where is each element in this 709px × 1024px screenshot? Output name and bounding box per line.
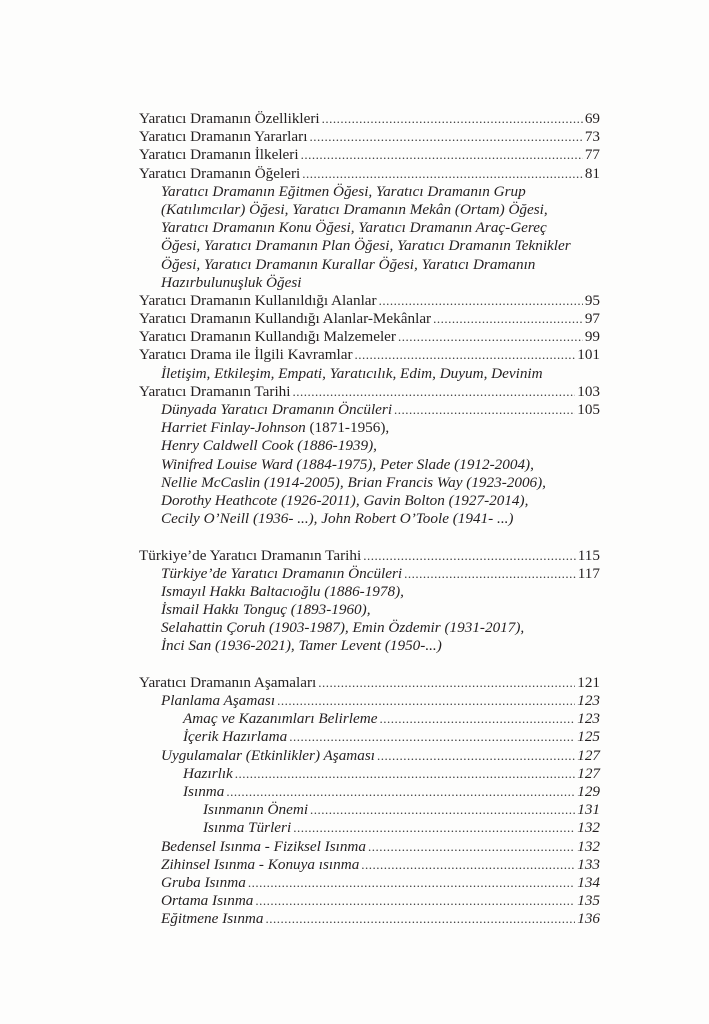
leader-dots xyxy=(322,110,583,128)
leader-dots xyxy=(433,310,583,328)
leader-dots xyxy=(248,874,575,892)
toc-entry-title: Yaratıcı Dramanın İlkeleri xyxy=(139,146,299,164)
toc-note-line: Yaratıcı Dramanın Eğitmen Öğesi, Yaratıcı Dramanın Grup xyxy=(161,182,526,200)
leader-dots xyxy=(310,801,575,819)
toc-entry-title: Bedensel Isınma - Fiziksel Isınma xyxy=(161,837,366,855)
toc-name-line xyxy=(139,492,600,510)
toc-name-plain: (1871-1956), xyxy=(305,419,390,437)
toc-name-line: İsmail Hakkı Tonguç (1893-1960), xyxy=(161,601,371,619)
toc-note-line: Hazırbulunuşluk Öğesi xyxy=(161,273,302,291)
toc-entry-page: 123 xyxy=(577,710,600,728)
toc-entry-page: 115 xyxy=(577,546,600,564)
toc-entry-kavramlar xyxy=(139,346,600,364)
toc-name-line xyxy=(139,419,600,437)
toc-entry-title: Amaç ve Kazanımları Belirleme xyxy=(183,710,378,728)
toc-entry-title: Yaratıcı Dramanın Kullandığı Alanlar-Mekânlar xyxy=(139,310,432,328)
toc-entry-alanlar-mekanlar xyxy=(139,310,600,328)
toc-note-line: Yaratıcı Dramanın Konu Öğesi, Yaratıcı Dramanın Araç-Gereç xyxy=(161,219,547,237)
toc-entry-page: 77 xyxy=(584,146,600,164)
toc-entry-title: Dünyada Yaratıcı Dramanın Öncüleri xyxy=(161,401,393,418)
leader-dots xyxy=(277,692,575,710)
toc-entry-title: Türkiye’de Yaratıcı Dramanın Tarihi xyxy=(139,546,362,564)
toc-entry-tarihi xyxy=(139,383,600,401)
leader-dots xyxy=(293,819,575,837)
toc-entry-page: 136 xyxy=(577,910,600,928)
toc-entry-ilkeler xyxy=(139,146,600,164)
toc-name-italic: Nellie McCaslin (1914-2005), Brian Francis Way (1923-2006), xyxy=(161,473,546,491)
toc-entry-yararlar xyxy=(139,128,600,146)
leader-dots xyxy=(289,728,575,746)
toc-name-italic: Henry Caldwell Cook (1886-1939), xyxy=(161,437,377,455)
section-gap xyxy=(139,656,600,674)
toc-entry-title: İçerik Hazırlama xyxy=(183,728,288,746)
toc-name-italic: Harriet Finlay-Johnson xyxy=(161,419,306,437)
toc-entry-title: Yaratıcı Dramanın Kullandığı Malzemeler xyxy=(139,328,396,346)
toc-entry-title: Yaratıcı Dramanın Öğeleri xyxy=(139,164,301,182)
toc-entry-title: Ortama Isınma xyxy=(161,892,254,910)
table-of-contents xyxy=(139,110,600,928)
toc-entry-page: 132 xyxy=(577,819,600,837)
toc-entry-title: Türkiye’de Yaratıcı Dramanın Öncüleri xyxy=(161,564,403,582)
leader-dots xyxy=(309,128,582,146)
toc-entry-page: 69 xyxy=(584,110,600,127)
toc-entry-page: 95 xyxy=(584,291,600,309)
toc-entry-page: 129 xyxy=(577,782,600,800)
toc-name-italic: Cecily O’Neill (1936- ...), John Robert O’Toole (1941- ...) xyxy=(161,510,514,528)
toc-entry-dunyada-onculer xyxy=(139,401,600,419)
toc-name-italic: Dorothy Heathcote (1926-2011), Gavin Bolton (1927-2014), xyxy=(161,491,529,509)
leader-dots xyxy=(226,783,575,801)
toc-entry-page: 121 xyxy=(577,673,600,691)
toc-note-line: İletişim, Etkileşim, Empati, Yaratıcılık, Edim, Duyum, Devinim xyxy=(161,364,543,382)
toc-entry-page: 105 xyxy=(577,401,600,418)
toc-entry-sub xyxy=(139,728,600,746)
leader-dots xyxy=(361,856,575,874)
toc-entry-sub xyxy=(139,874,600,892)
toc-entry-title: Eğitmene Isınma xyxy=(161,910,264,928)
toc-entry-page: 73 xyxy=(584,128,600,146)
toc-entry-page: 135 xyxy=(577,892,600,910)
toc-name-line xyxy=(139,510,600,528)
leader-dots xyxy=(379,710,575,728)
toc-entry-turkiye-onculer xyxy=(139,565,600,583)
toc-entry-page: 127 xyxy=(577,746,600,764)
toc-entry-title: Isınma Türleri xyxy=(203,819,292,837)
toc-entry-sub xyxy=(139,819,600,837)
toc-entry-title: Yaratıcı Drama ile İlgili Kavramlar xyxy=(139,346,353,364)
toc-name-line: İnci San (1936-2021), Tamer Levent (1950-...) xyxy=(161,637,442,655)
leader-dots xyxy=(255,892,575,910)
toc-entry-sub xyxy=(139,692,600,710)
toc-entry-sub xyxy=(139,747,600,765)
toc-entry-page: 133 xyxy=(577,855,600,873)
toc-entry-title: Zihinsel Isınma - Konuya ısınma xyxy=(161,855,360,873)
toc-entry-title: Yaratıcı Dramanın Yararları xyxy=(139,128,308,146)
toc-name-line: Selahattin Çoruh (1903-1987), Emin Özdemir (1931-2017), xyxy=(161,619,525,637)
toc-entry-title: Hazırlık xyxy=(183,764,233,782)
toc-entry-sub xyxy=(139,765,600,783)
toc-entry-page: 81 xyxy=(584,164,600,182)
toc-name-line xyxy=(139,437,600,455)
toc-entry-sub xyxy=(139,801,600,819)
leader-dots xyxy=(355,346,576,364)
toc-entry-sub xyxy=(139,856,600,874)
toc-entry-title: Gruba Isınma xyxy=(161,873,246,891)
toc-entry-page: 103 xyxy=(577,382,600,400)
leader-dots xyxy=(301,146,583,164)
toc-name-line xyxy=(139,456,600,474)
toc-entry-kullanildigi-alanlar xyxy=(139,292,600,310)
leader-dots xyxy=(368,838,575,856)
toc-entry-sub xyxy=(139,838,600,856)
toc-entry-malzemeler xyxy=(139,328,600,346)
leader-dots xyxy=(292,383,575,401)
leader-dots xyxy=(379,292,583,310)
toc-entry-page: 123 xyxy=(577,692,600,709)
toc-name-line: Ismayıl Hakkı Baltacıoğlu (1886-1978), xyxy=(161,582,404,600)
leader-dots xyxy=(398,328,583,346)
toc-entry-title: Yaratıcı Dramanın Özellikleri xyxy=(139,110,320,127)
toc-entry-title: Planlama Aşaması xyxy=(161,692,276,709)
toc-entry-page: 127 xyxy=(577,764,600,782)
toc-note-line: Öğesi, Yaratıcı Dramanın Kurallar Öğesi, Yaratıcı Dramanın xyxy=(161,255,536,273)
toc-entry-title: Yaratıcı Dramanın Kullanıldığı Alanlar xyxy=(139,291,377,309)
toc-note-line: Öğesi, Yaratıcı Dramanın Plan Öğesi, Yaratıcı Dramanın Teknikler xyxy=(161,237,571,255)
leader-dots xyxy=(404,565,576,583)
toc-entry-sub xyxy=(139,910,600,928)
toc-entry-title: Yaratıcı Dramanın Aşamaları xyxy=(139,673,317,691)
toc-entry-sub xyxy=(139,710,600,728)
leader-dots xyxy=(377,747,575,765)
toc-entry-sub xyxy=(139,892,600,910)
toc-entry-turkiye-tarihi xyxy=(139,547,600,565)
toc-entry-page: 101 xyxy=(577,346,600,364)
toc-entry-page: 125 xyxy=(577,728,600,746)
toc-entry-title: Uygulamalar (Etkinlikler) Aşaması xyxy=(161,746,376,764)
toc-entry-ozellikler xyxy=(139,110,600,128)
toc-entry-page: 134 xyxy=(577,873,600,891)
leader-dots xyxy=(266,910,576,928)
leader-dots xyxy=(302,165,583,183)
toc-entry-page: 131 xyxy=(577,801,600,819)
leader-dots xyxy=(235,765,575,783)
toc-entry-page: 132 xyxy=(577,837,600,855)
toc-entry-page: 117 xyxy=(577,564,600,582)
toc-entry-page: 97 xyxy=(584,310,600,328)
toc-entry-sub xyxy=(139,783,600,801)
leader-dots xyxy=(363,547,576,565)
toc-entry-title: Yaratıcı Dramanın Tarihi xyxy=(139,382,291,400)
toc-entry-page: 99 xyxy=(584,328,600,346)
leader-dots xyxy=(318,674,575,692)
toc-entry-title: Isınma xyxy=(183,782,225,800)
toc-entry-title: Isınmanın Önemi xyxy=(203,801,309,819)
toc-name-line xyxy=(139,474,600,492)
toc-entry-asamalar xyxy=(139,674,600,692)
toc-entry-ogeler xyxy=(139,165,600,183)
section-gap xyxy=(139,528,600,546)
leader-dots xyxy=(394,401,575,419)
toc-note-line: (Katılımcılar) Öğesi, Yaratıcı Dramanın Mekân (Ortam) Öğesi, xyxy=(161,200,548,218)
toc-name-italic: Winifred Louise Ward (1884-1975), Peter Slade (1912-2004), xyxy=(161,455,534,473)
